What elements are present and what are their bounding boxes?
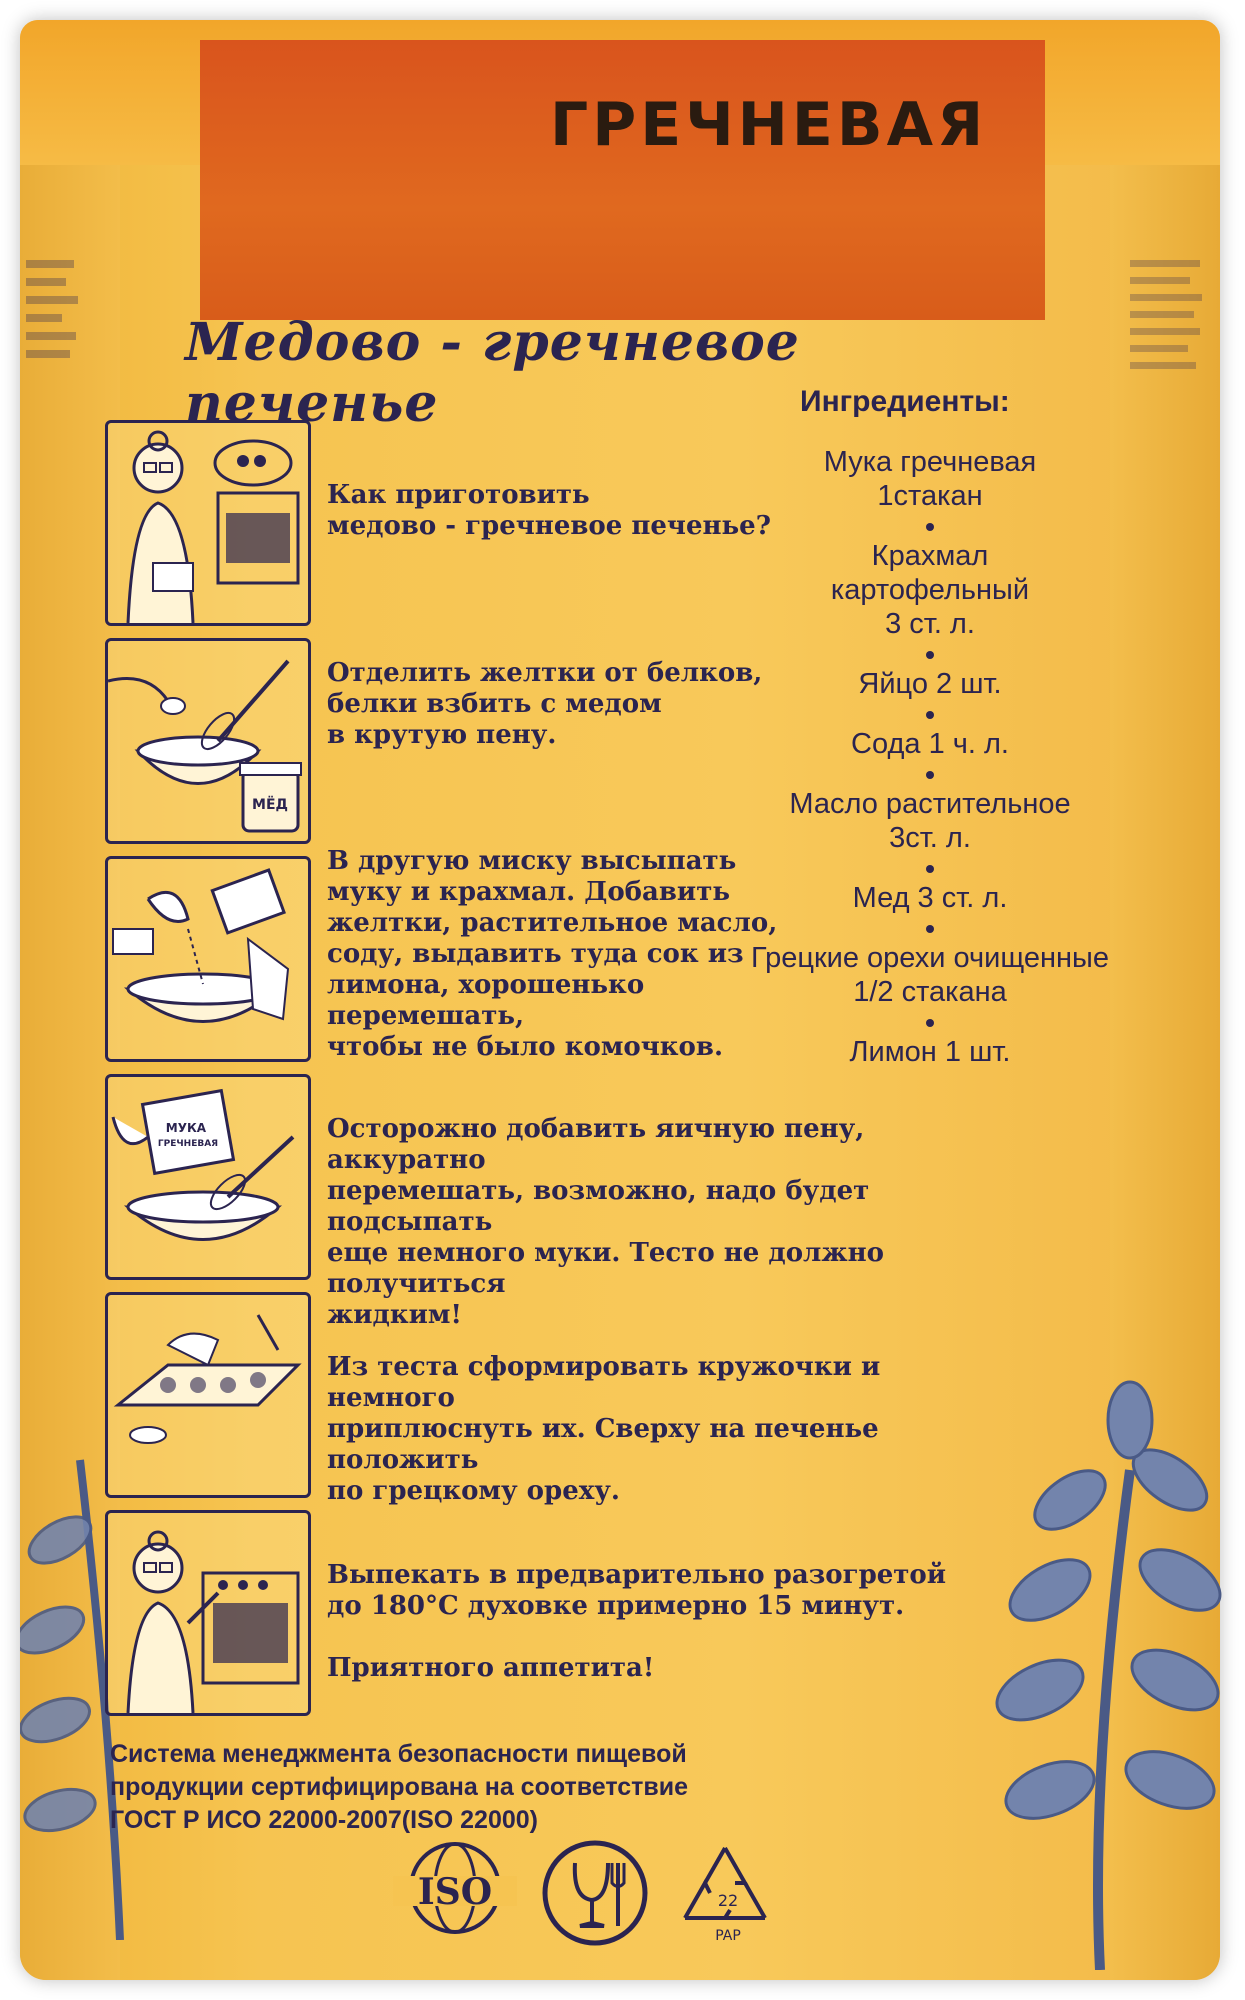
ingredient-item: Масло растительное 3ст. л. (789, 788, 1071, 854)
certification-text: Система менеджмента безопасности пищевой продукции сертифицирована на соответствие ГОСТ Р ИСО 22000-2007(ISO 22000) (110, 1740, 689, 1834)
iso-text: ISO (417, 1871, 493, 1913)
honey-jar-label: МЁД (252, 797, 288, 813)
ingredient-item: Сода 1 ч. л. (851, 728, 1009, 760)
left-edge-text (26, 250, 86, 368)
ingredient-item: Мед 3 ст. л. (852, 882, 1008, 914)
right-edge-text (1130, 250, 1210, 379)
iso-logo (385, 1838, 525, 1948)
step-text: В другую миску высыпать муку и крахмал. Добавить желтки, растительное масло, соду, выдавить туда сок из лимона, хорошенько перемешать, чтобы не было комочков. (327, 846, 778, 1062)
baking-tray-illustration (105, 1292, 311, 1498)
brand-name: ГРЕЧНЕВАЯ (550, 90, 988, 160)
step-text: Осторожно добавить яичную пену, аккуратно перемешать, возможно, надо будет подсыпать еще немного муки. Тесто не должно получиться жидким! (327, 1114, 884, 1330)
recycle-number: 22 (717, 1891, 739, 1910)
food-safe-icon (540, 1838, 650, 1948)
brand-band (200, 40, 1045, 320)
ingredients-heading: Ингредиенты: (800, 385, 1010, 418)
ingredient-item: Крахмал картофельный 3 ст. л. (830, 540, 1030, 640)
ingredient-item: Грецкие орехи очищенные 1/2 стакана (751, 942, 1109, 1008)
ingredient-item: Мука гречневая 1стакан (823, 446, 1037, 512)
recycle-icon (670, 1838, 780, 1948)
ingredient-item: Лимон 1 шт. (849, 1036, 1011, 1068)
step-text: Выпекать в предварительно разогретой до 180°С духовке примерно 15 минут. Приятного аппетита! (327, 1560, 947, 1683)
leaf-decoration-right (980, 1350, 1230, 1970)
ingredient-item: Яйцо 2 шт. (858, 668, 1002, 700)
mixing-bowl-illustration (105, 856, 311, 1062)
whisk-bowl-illustration (105, 638, 311, 844)
step-text: Из теста сформировать кружочки и немного приплюснуть их. Сверху на печенье положить по грецкому ореху. (327, 1352, 881, 1506)
oven-woman-illustration (105, 1510, 311, 1716)
step-text: Как приготовить медово - гречневое печенье? (327, 480, 771, 541)
flour-bowl-illustration (105, 1074, 311, 1280)
cook-woman-illustration (105, 420, 311, 626)
recipe-title: Медово - гречневое печенье (185, 312, 800, 434)
bullet-dot (926, 771, 934, 779)
flour-bag-label: МУКА ГРЕЧНЕВАЯ (157, 1121, 219, 1149)
recycle-code: PAP (715, 1928, 741, 1944)
step-text: Отделить желтки от белков, белки взбить с медом в крутую пену. (327, 658, 763, 750)
